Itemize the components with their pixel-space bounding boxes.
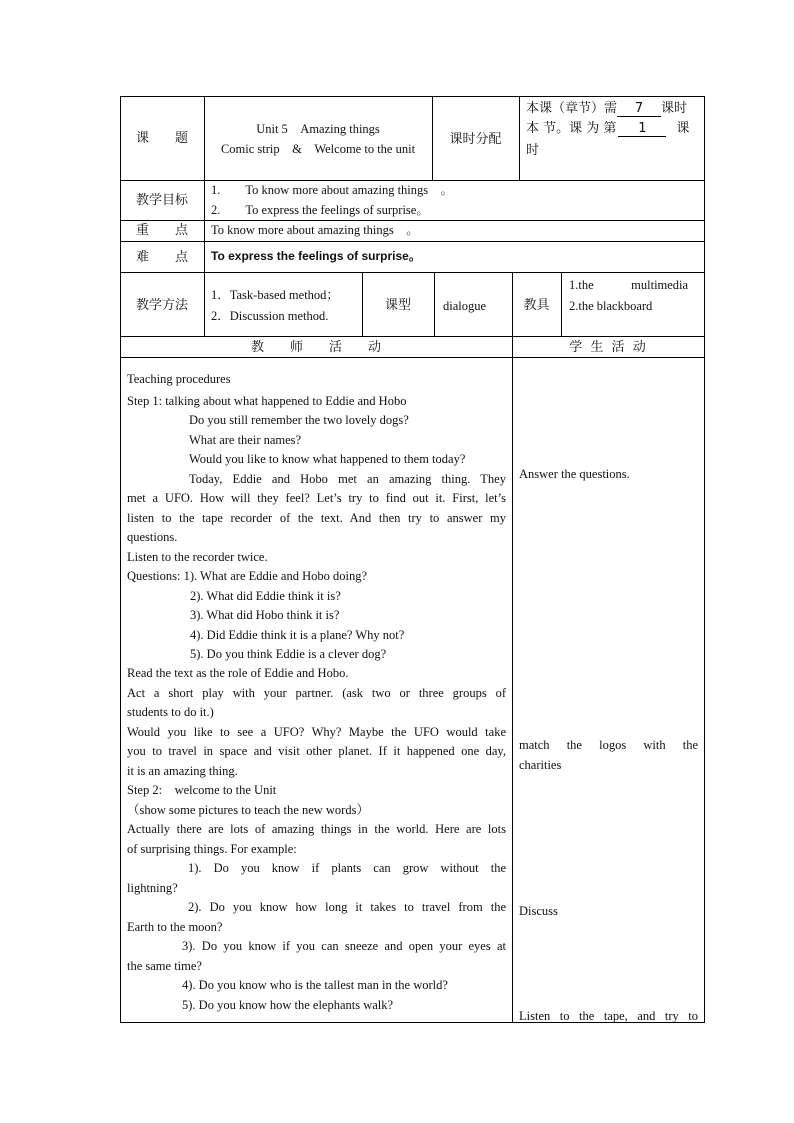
- lesson-type-label: 课型: [384, 298, 411, 313]
- tools-label: 教具: [523, 298, 550, 313]
- student-match: charities: [519, 758, 562, 772]
- actually-line: of surprising things. For example:: [127, 842, 297, 856]
- example-line: lightning?: [127, 881, 178, 895]
- question-line: Would you like to know what happened to them today?: [189, 452, 466, 466]
- example-line: Earth to the moon?: [127, 920, 223, 934]
- example-line: 1). Do you know if plants can grow without the: [188, 861, 506, 875]
- act-play-line: students to do it.): [127, 705, 214, 719]
- method-item: 1．Task-based method；: [211, 288, 339, 302]
- unit-title: Unit 5 Amazing things: [256, 122, 380, 136]
- procedures-heading: Teaching procedures: [127, 372, 231, 386]
- example-line: 4). Do you know who is the tallest man in the world?: [182, 978, 448, 992]
- hours-line1-suffix: 课时: [661, 101, 688, 116]
- tools-item: 1.the multimedia: [569, 278, 689, 292]
- ufo-line: it is an amazing thing.: [127, 764, 238, 778]
- paragraph-line: met a UFO. How will they feel? Let’s try to find out it. First, let’s: [127, 491, 506, 505]
- example-line: the same time?: [127, 959, 202, 973]
- example-line: 3). Do you know if you can sneeze and open your eyes at: [182, 939, 506, 953]
- keypoint-text: To know more about amazing things 。: [211, 223, 419, 237]
- total-hours: 7: [617, 101, 661, 117]
- paragraph-line: Today, Eddie and Hobo met an amazing thing. They: [189, 472, 506, 486]
- hours-line3: 时: [526, 143, 540, 158]
- question-item: 4). Did Eddie think it is a plane? Why not?: [190, 628, 405, 642]
- hours-line2-suffix: 课: [676, 121, 690, 136]
- method-item: 2．Discussion method.: [211, 309, 329, 323]
- objectives-label: 教学目标: [135, 193, 188, 208]
- question-item: Questions: 1). What are Eddie and Hobo doing?: [127, 569, 367, 583]
- ufo-line: you to travel in space and visit other planet. If it happened one day,: [127, 744, 506, 758]
- hours-line2-prefix: 本 节。课 为 第: [526, 121, 617, 136]
- difficulty-label: 难 点: [135, 250, 188, 265]
- current-hour: 1: [618, 121, 666, 137]
- objective-item: 2. To express the feelings of surprise。: [211, 203, 429, 217]
- teacher-activity-header: 教 师 活 动: [250, 340, 381, 355]
- keypoint-label: 重 点: [135, 223, 188, 238]
- student-answer: Answer the questions.: [519, 467, 630, 481]
- unit-subtitle: Comic strip & Welcome to the unit: [220, 142, 416, 156]
- step-1: Step 1: talking about what happened to Eddie and Hobo: [127, 394, 407, 408]
- paragraph-line: questions.: [127, 530, 178, 544]
- student-listen: Listen to the tape, and try to: [519, 1009, 698, 1023]
- show-pictures: （show some pictures to teach the new words）: [127, 803, 369, 817]
- step-2: Step 2: welcome to the Unit: [127, 783, 277, 797]
- read-role: Read the text as the role of Eddie and Hobo.: [127, 666, 349, 680]
- ufo-line: Would you like to see a UFO? Why? Maybe the UFO would take: [127, 725, 506, 739]
- example-line: 5). Do you know how the elephants walk?: [182, 998, 394, 1012]
- student-discuss: Discuss: [519, 904, 558, 918]
- student-activity-header: 学 生 活 动: [569, 340, 648, 355]
- topic-label: 课 题: [135, 131, 188, 146]
- example-line: 2). Do you know how long it takes to travel from the: [188, 900, 506, 914]
- method-label: 教学方法: [135, 298, 188, 313]
- act-play-line: Act a short play with your partner. (ask two or three groups of: [127, 686, 506, 700]
- question-item: 2). What did Eddie think it is?: [190, 589, 341, 603]
- paragraph-line: listen to the tape recorder of the text. And then try to answer my: [127, 511, 506, 525]
- question-line: What are their names?: [189, 433, 302, 447]
- listen-instruction: Listen to the recorder twice.: [127, 550, 268, 564]
- question-item: 5). Do you think Eddie is a clever dog?: [190, 647, 387, 661]
- question-line: Do you still remember the two lovely dogs?: [189, 413, 409, 427]
- hours-label: 课时分配: [449, 132, 502, 147]
- student-match: match the logos with the: [519, 738, 698, 752]
- objective-item: 1. To know more about amazing things 。: [211, 183, 454, 197]
- tools-item: 2.the blackboard: [569, 299, 653, 313]
- difficulty-text: To express the feelings of surprise。: [211, 249, 421, 263]
- hours-line1-prefix: 本课（章节）需: [526, 101, 618, 116]
- lesson-type-value: dialogue: [443, 299, 487, 313]
- question-item: 3). What did Hobo think it is?: [190, 608, 340, 622]
- actually-line: Actually there are lots of amazing things in the world. Here are lots: [127, 822, 506, 836]
